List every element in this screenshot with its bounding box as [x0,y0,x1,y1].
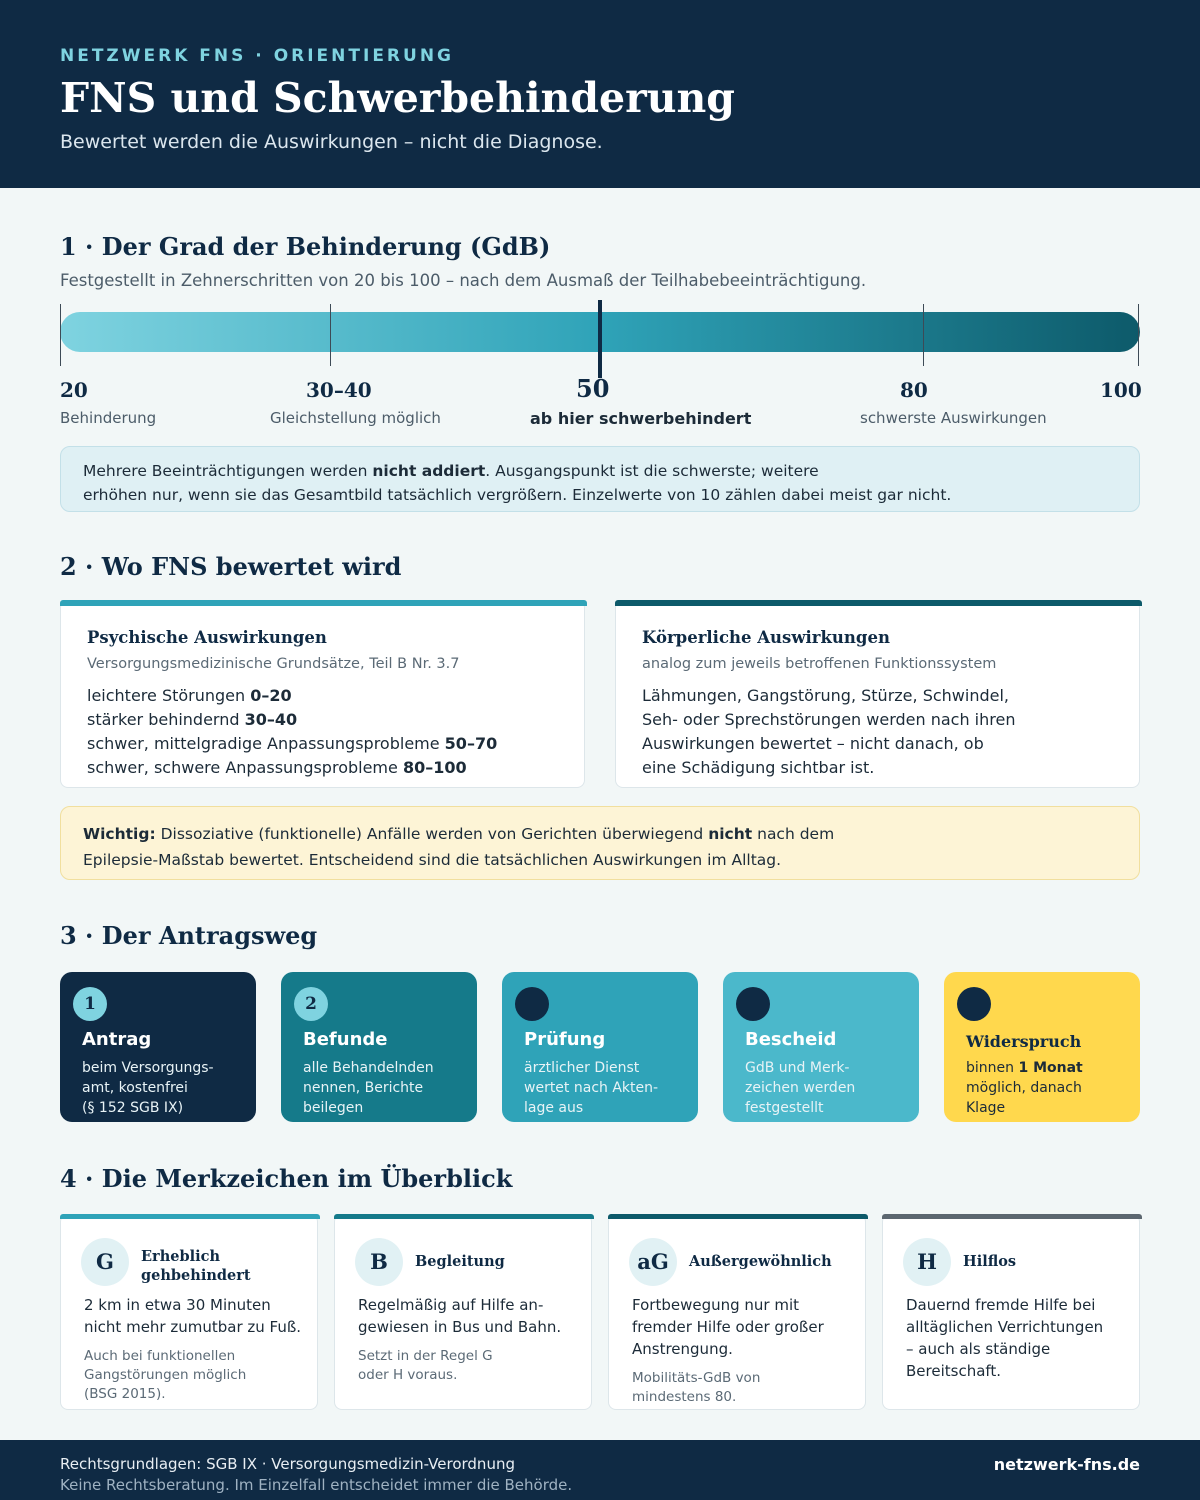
card-accent-bar [334,1214,594,1219]
step-title: Befunde [303,1029,388,1050]
card-accent-bar [60,600,587,606]
step-number: 1 [73,987,107,1021]
merkzeichen-note: Auch bei funktionellen Gangstörungen möglich (BSG 2015). [84,1348,247,1402]
step-antrag [60,972,256,1122]
note-text: Mehrere Beeinträchtigungen werden [83,462,373,480]
step-widerspruch [944,972,1140,1122]
merkzeichen-title: Erheblich gehbehindert [141,1248,251,1284]
scale-tick-100 [1138,304,1139,366]
note-text: nach dem [752,825,835,843]
merkzeichen-title: Begleitung [415,1253,505,1270]
merkzeichen-card-h [882,1214,1140,1410]
important-note [60,806,1140,880]
card-koerperliche-auswirkungen [615,600,1140,788]
section4-title: 4 · Die Merkzeichen im Überblick [60,1164,513,1193]
merkzeichen-badge: B [355,1238,403,1286]
step-description: ärztlicher Dienst wertet nach Akten- lage aus [524,1060,659,1116]
step-title: Prüfung [524,1029,606,1050]
merkzeichen-note: Setzt in der Regel G oder H voraus. [358,1348,493,1383]
step-number [736,987,770,1021]
scale-label-30-40: Gleichstellung möglich [270,409,441,427]
step-description: alle Behandelnden nennen, Berichte beilegen [303,1060,434,1116]
text-line: eine Schädigung sichtbar ist. [642,758,875,777]
section2-title: 2 · Wo FNS bewertet wird [60,552,402,581]
merkzeichen-description: Regelmäßig auf Hilfe an- gewiesen in Bus und Bahn. [358,1296,562,1336]
scale-label-50: ab hier schwerbehindert [530,409,752,428]
step-title: Bescheid [745,1029,837,1050]
scale-value-50: 50 [576,374,610,403]
scale-label-80: schwerste Auswirkungen [860,409,1047,427]
scale-tick-50 [598,300,602,378]
scale-value-30-40: 30–40 [306,378,372,402]
gdb-note [60,446,1140,512]
merkzeichen-note: Mobilitäts-GdB von mindestens 80. [632,1370,761,1405]
list-item: leichtere Störungen 0–20 [87,686,292,705]
note-text: . Ausgangspunkt ist die schwerste; weitere [485,462,819,480]
step-number: 2 [294,987,328,1021]
step-title: Widerspruch [966,1032,1082,1051]
step-description: beim Versorgungs- amt, kostenfrei (§ 152 SGB IX) [82,1060,214,1116]
list-item: stärker behindernd 30–40 [87,710,298,729]
list-item: schwer, mittelgradige Anpassungsprobleme 50–70 [87,734,498,753]
scale-value-100: 100 [1100,378,1142,402]
card-psychische-auswirkungen [60,600,585,788]
card-accent-bar [615,600,1142,606]
scale-tick-80 [923,304,924,366]
scale-label-20: Behinderung [60,409,157,427]
merkzeichen-card-b [334,1214,592,1410]
scale-value-80: 80 [900,378,928,402]
merkzeichen-description: Fortbewegung nur mit fremder Hilfe oder großer Anstrengung. [632,1296,824,1358]
scale-tick-20 [60,304,61,366]
card-accent-bar [608,1214,868,1219]
card-subtitle: analog zum jeweils betroffenen Funktionssystem [642,656,997,672]
merkzeichen-badge: H [903,1238,951,1286]
merkzeichen-description: Dauernd fremde Hilfe bei alltäglichen Verrichtungen – auch als ständige Bereitschaft. [906,1296,1104,1380]
card-body [642,684,1015,780]
step-number [515,987,549,1021]
footer-legal-basis: Rechtsgrundlagen: SGB IX · Versorgungsmedizin-Verordnung [60,1455,515,1473]
text-line: Lähmungen, Gangstörung, Stürze, Schwindel, [642,686,1009,705]
card-subtitle: Versorgungsmedizinische Grundsätze, Teil B Nr. 3.7 [87,656,460,672]
section1-subtitle: Festgestellt in Zehnerschritten von 20 bis 100 – nach dem Ausmaß der Teilhabebeeinträchtigung. [60,271,867,290]
merkzeichen-card-ag [608,1214,866,1410]
page-title: FNS und Schwerbehinderung [60,74,735,122]
step-number [957,987,991,1021]
text-line: Seh- oder Sprechstörungen werden nach ihren [642,710,1016,729]
step-title: Antrag [82,1029,152,1050]
card-accent-bar [60,1214,320,1219]
section3-title: 3 · Der Antragsweg [60,921,318,950]
merkzeichen-title: Hilflos [963,1253,1017,1270]
note-emphasis: nicht [708,825,753,843]
page-footer [0,1440,1200,1500]
note-text: Dissoziative (funktionelle) Anfälle werden von Gerichten überwiegend [155,825,709,843]
step-description: binnen 1 Monat möglich, danach Klage [966,1060,1083,1116]
gdb-range-list [87,684,497,780]
scale-tick-30 [330,304,331,366]
step-bescheid [723,972,919,1122]
merkzeichen-description: 2 km in etwa 30 Minuten nicht mehr zumutbar zu Fuß. [84,1296,302,1336]
text-line: Auswirkungen bewertet – nicht danach, ob [642,734,984,753]
footer-disclaimer: Keine Rechtsberatung. Im Einzelfall entscheidet immer die Behörde. [60,1476,573,1494]
merkzeichen-badge: G [81,1238,129,1286]
step-befunde [281,972,477,1122]
scale-value-20: 20 [60,378,88,402]
footer-website-link[interactable]: netzwerk-fns.de [993,1455,1140,1474]
note-text: erhöhen nur, wenn sie das Gesamtbild tatsächlich vergrößern. Einzelwerte von 10 zählen dabei meist gar nicht. [83,486,952,504]
note-emphasis: nicht addiert [372,462,486,480]
card-title: Psychische Auswirkungen [87,628,327,647]
header-kicker: NETZWERK FNS · ORIENTIERUNG [60,46,455,66]
list-item: schwer, schwere Anpassungsprobleme 80–100 [87,758,467,777]
card-title: Körperliche Auswirkungen [642,628,890,647]
note-label: Wichtig: [83,825,156,843]
section1-title: 1 · Der Grad der Behinderung (GdB) [60,232,551,261]
merkzeichen-title: Außergewöhnlich [689,1253,832,1270]
step-pruefung [502,972,698,1122]
step-description: GdB und Merk- zeichen werden festgestellt [745,1060,856,1116]
page-subtitle: Bewertet werden die Auswirkungen – nicht die Diagnose. [60,131,603,153]
merkzeichen-card-g [60,1214,318,1410]
page-header [0,0,1200,188]
merkzeichen-badge: aG [629,1238,677,1286]
note-text: Epilepsie-Maßstab bewertet. Entscheidend sind die tatsächlichen Auswirkungen im Alltag. [83,851,782,869]
card-accent-bar [882,1214,1142,1219]
